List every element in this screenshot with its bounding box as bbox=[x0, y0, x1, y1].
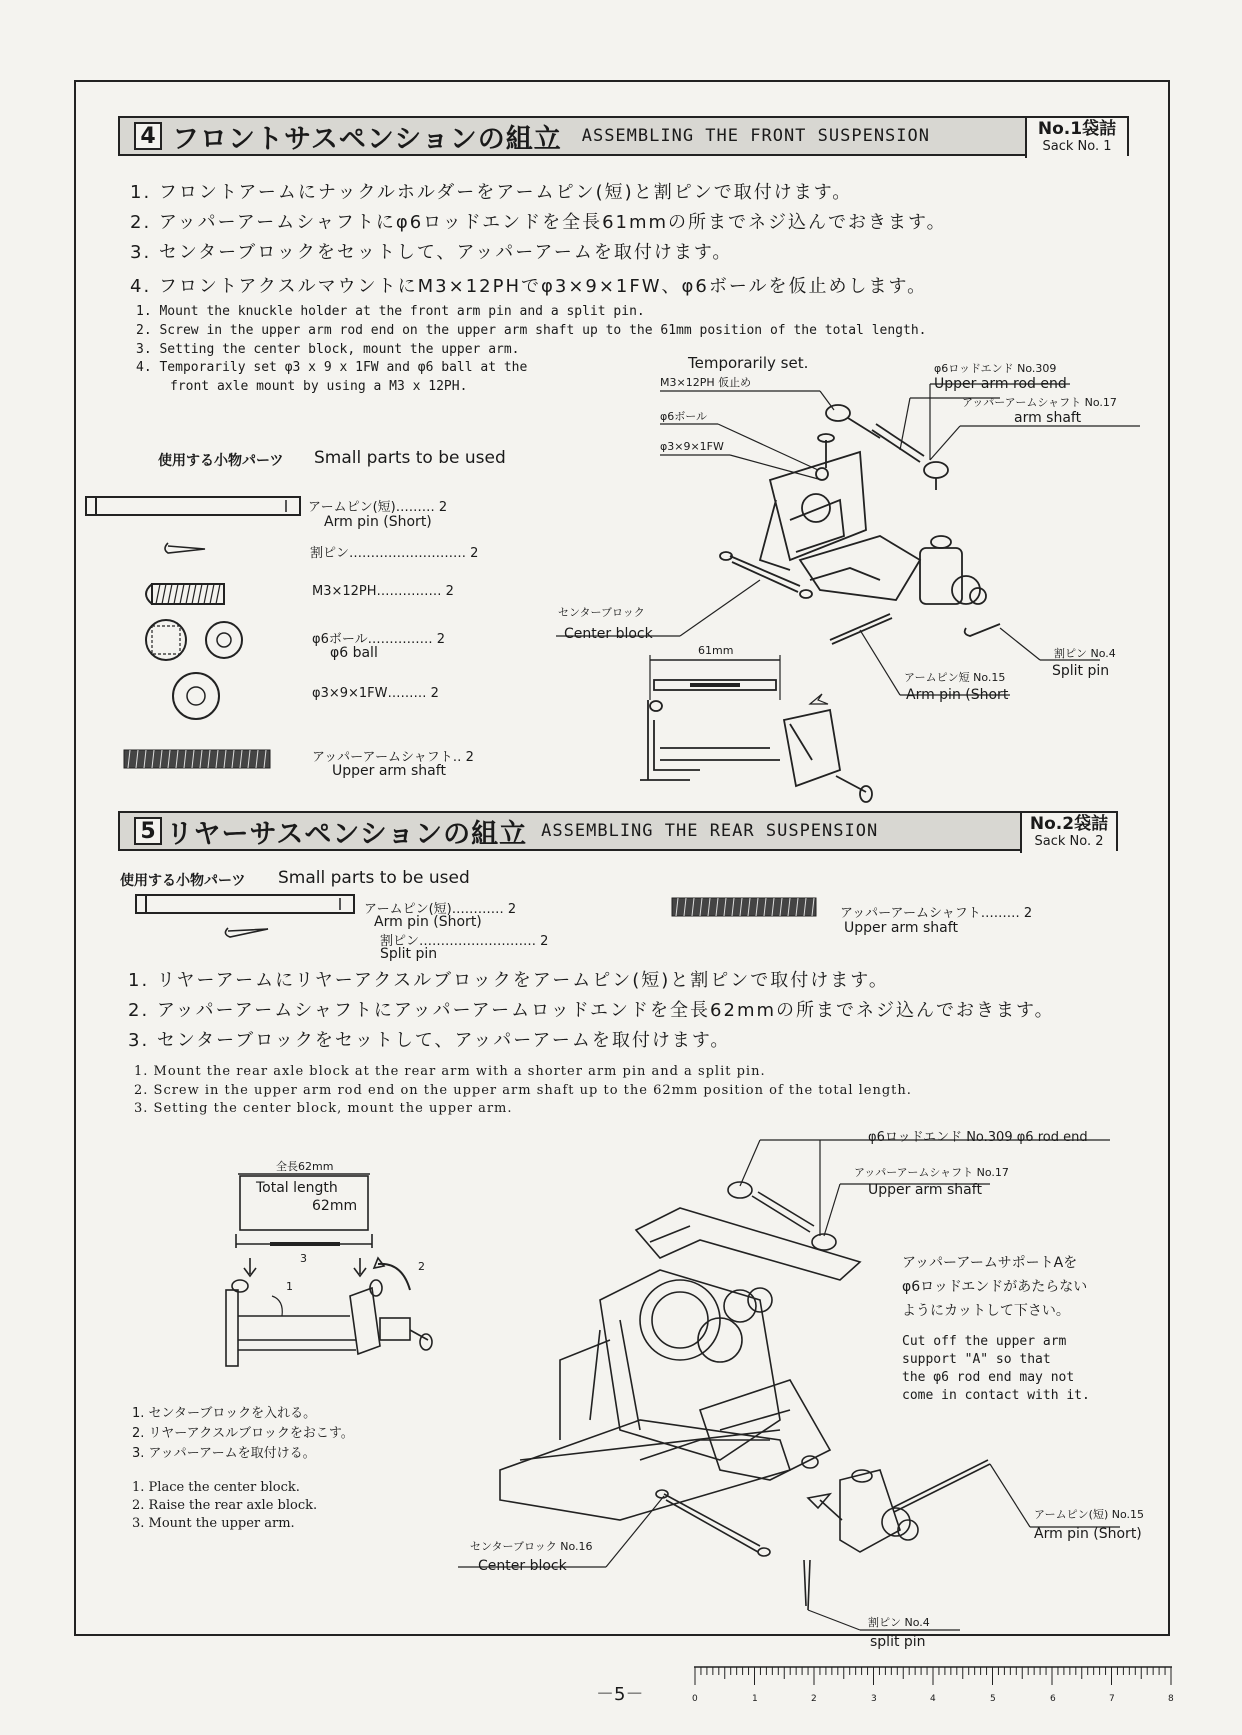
ruler-label-7: 7 bbox=[1109, 1694, 1115, 1704]
front-label-m3: M3×12PH 仮止め bbox=[660, 376, 752, 389]
front-label-ball: φ6ボール bbox=[660, 410, 708, 423]
rear-label-split-en: split pin bbox=[870, 1634, 926, 1650]
front-step-en-4: 4. Temporarily set φ3 x 9 x 1FW and φ6 ball at the bbox=[136, 360, 528, 375]
ruler-label-5: 5 bbox=[990, 1694, 996, 1704]
rear-sub-step-jp-3: 3. アッパーアームを取付ける。 bbox=[132, 1446, 316, 1461]
rear-step-jp-3: 3. センターブロックをセットして、アッパーアームを取付けます。 bbox=[128, 1030, 731, 1051]
front-label-rod-end-en: Upper arm rod end bbox=[934, 376, 1067, 392]
ruler-label-1: 1 bbox=[752, 1694, 758, 1704]
rear-note-jp-3: ようにカットして下さい。 bbox=[902, 1303, 1070, 1319]
front-part-6-en: Upper arm shaft bbox=[332, 763, 446, 779]
rear-label-armpin-jp: アームピン(短) No.15 bbox=[1034, 1508, 1145, 1521]
front-label-center-jp: センターブロック bbox=[558, 606, 645, 619]
rear-parts-heading-en: Small parts to be used bbox=[278, 868, 470, 888]
front-sack-jp: No.1袋詰 bbox=[1037, 119, 1117, 139]
rear-length-en-2: 62mm bbox=[312, 1198, 358, 1214]
rear-step-jp-2: 2. アッパーアームシャフトにアッパーアームロッドエンドを全長62mmの所までネジ込んでおきます。 bbox=[128, 1000, 1055, 1021]
rear-step-en-2: 2. Screw in the upper arm rod end on the upper arm shaft up to the 62mm position of the total length. bbox=[134, 1083, 912, 1098]
rear-note-en-4: come in contact with it. bbox=[902, 1388, 1090, 1403]
ruler-label-8: 8 bbox=[1168, 1694, 1174, 1704]
front-part-6-jp: アッパーアームシャフト‥ 2 bbox=[312, 750, 474, 765]
front-label-rod-end-jp: φ6ロッドエンド No.309 bbox=[934, 362, 1057, 375]
rear-title-jp: リヤーサスペンションの組立 bbox=[166, 818, 528, 850]
front-label-armpin-jp: アームピン短 No.15 bbox=[904, 671, 1006, 684]
rear-sub-step-en-3: 3. Mount the upper arm. bbox=[132, 1516, 295, 1531]
front-label-shaft-jp: アッパーアームシャフト No.17 bbox=[962, 396, 1117, 409]
rear-part-3-en: Upper arm shaft bbox=[844, 920, 958, 936]
rear-sub-step-jp-2: 2. リヤーアクスルブロックをおこす。 bbox=[132, 1426, 354, 1441]
front-step-en-2: 2. Screw in the upper arm rod end on the upper arm shaft up to the 61mm position of the total length. bbox=[136, 323, 927, 338]
rear-sack-jp: No.2袋詰 bbox=[1029, 814, 1109, 834]
front-label-washer: φ3×9×1FW bbox=[660, 440, 724, 453]
rear-note-jp-1: アッパーアームサポートAを bbox=[902, 1255, 1078, 1271]
rear-label-armpin-en: Arm pin (Short) bbox=[1034, 1526, 1142, 1542]
front-step-en-3: 3. Setting the center block, mount the upper arm. bbox=[136, 342, 520, 357]
front-step-jp-4: 4. フロントアクスルマウントにM3×12PHでφ3×9×1FW、φ6ボールを仮止めします。 bbox=[130, 276, 928, 297]
rear-sack-en: Sack No. 2 bbox=[1034, 834, 1104, 849]
rear-note-en-3: the φ6 rod end may not bbox=[902, 1370, 1075, 1385]
front-part-4-en: φ6 ball bbox=[330, 645, 378, 661]
rear-title-en: ASSEMBLING THE REAR SUSPENSION bbox=[541, 821, 879, 841]
rear-length-step-1: 1 bbox=[286, 1280, 293, 1293]
rear-part-2-en: Split pin bbox=[380, 946, 438, 962]
rear-label-rod-end: φ6ロッドエンド No.309 φ6 rod end bbox=[868, 1130, 1088, 1145]
front-part-2-jp: 割ピン……………………… 2 bbox=[310, 546, 479, 561]
front-part-3-jp: M3×12PH…………… 2 bbox=[312, 584, 454, 599]
rear-step-jp-1: 1. リヤーアームにリヤーアクスルブロックをアームピン(短)と割ピンで取付けます。 bbox=[128, 970, 889, 991]
rear-note-en-2: support "A" so that bbox=[902, 1352, 1051, 1367]
rear-label-center-jp: センターブロック No.16 bbox=[470, 1540, 593, 1553]
rear-note-jp-2: φ6ロッドエンドがあたらない bbox=[902, 1279, 1088, 1295]
front-label-armpin-en: Arm pin (Short bbox=[906, 687, 1009, 703]
rear-length-jp: 全長62mm bbox=[276, 1160, 334, 1173]
rear-sub-step-en-1: 1. Place the center block. bbox=[132, 1480, 300, 1495]
rear-sub-step-en-2: 2. Raise the rear axle block. bbox=[132, 1498, 318, 1513]
rear-parts-heading-jp: 使用する小物パーツ bbox=[120, 873, 246, 889]
front-title-en: ASSEMBLING THE FRONT SUSPENSION bbox=[581, 126, 930, 146]
front-label-split-en: Split pin bbox=[1052, 663, 1110, 679]
ruler-label-6: 6 bbox=[1050, 1694, 1056, 1704]
front-label-temporarily: Temporarily set. bbox=[688, 354, 809, 372]
front-label-center-en: Center block bbox=[564, 626, 653, 642]
rear-part-3-jp: アッパーアームシャフト……… 2 bbox=[840, 906, 1033, 921]
front-label-shaft-en: arm shaft bbox=[1014, 410, 1082, 426]
page-number: －5－ bbox=[596, 1684, 644, 1705]
rear-length-step-3: 3 bbox=[300, 1252, 307, 1265]
rear-label-center-en: Center block bbox=[478, 1558, 567, 1574]
front-step-jp-2: 2. アッパーアームシャフトにφ6ロッドエンドを全長61mmの所までネジ込んでおきます。 bbox=[130, 212, 947, 233]
rear-step-en-3: 3. Setting the center block, mount the upper arm. bbox=[134, 1101, 513, 1116]
front-step-en-1: 1. Mount the knuckle holder at the front arm pin and a split pin. bbox=[136, 304, 645, 319]
ruler-label-3: 3 bbox=[871, 1694, 877, 1704]
ruler-label-0: 0 bbox=[692, 1694, 698, 1704]
front-label-split-jp: 割ピン No.4 bbox=[1054, 647, 1116, 660]
rear-part-2-jp: 割ピン……………………… 2 bbox=[380, 934, 549, 949]
front-part-4-jp: φ6ボール…………… 2 bbox=[312, 632, 445, 647]
rear-length-step-2: 2 bbox=[418, 1260, 425, 1273]
rear-note-en-1: Cut off the upper arm bbox=[902, 1334, 1067, 1349]
rear-sub-step-jp-1: 1. センターブロックを入れる。 bbox=[132, 1406, 317, 1421]
rear-label-shaft-en: Upper arm shaft bbox=[868, 1182, 982, 1198]
front-parts-heading-jp: 使用する小物パーツ bbox=[158, 453, 284, 469]
rear-length-en-1: Total length bbox=[256, 1180, 338, 1196]
front-part-1-jp: アームピン(短)……… 2 bbox=[308, 500, 448, 515]
front-section-number: 4 bbox=[134, 122, 162, 150]
rear-label-split-jp: 割ピン No.4 bbox=[868, 1616, 930, 1629]
rear-part-1-jp: アームピン(短)………… 2 bbox=[364, 902, 517, 917]
front-sack-en: Sack No. 1 bbox=[1042, 139, 1112, 154]
front-parts-heading-en: Small parts to be used bbox=[314, 448, 506, 468]
front-title-jp: フロントサスペンションの組立 bbox=[172, 123, 562, 155]
rear-section-number: 5 bbox=[134, 817, 162, 845]
front-step-en-5: front axle mount by using a M3 x 12PH. bbox=[170, 379, 468, 394]
front-step-jp-1: 1. フロントアームにナックルホルダーをアームピン(短)と割ピンで取付けます。 bbox=[130, 182, 853, 203]
front-label-length: 61mm bbox=[698, 644, 734, 657]
front-part-1-en: Arm pin (Short) bbox=[324, 514, 432, 530]
ruler-label-2: 2 bbox=[811, 1694, 817, 1704]
rear-part-1-en: Arm pin (Short) bbox=[374, 914, 482, 930]
front-step-jp-3: 3. センターブロックをセットして、アッパーアームを取付けます。 bbox=[130, 242, 733, 263]
rear-label-shaft-jp: アッパーアームシャフト No.17 bbox=[854, 1166, 1009, 1179]
ruler-label-4: 4 bbox=[930, 1694, 936, 1704]
front-part-5-jp: φ3×9×1FW……… 2 bbox=[312, 686, 439, 701]
rear-step-en-1: 1. Mount the rear axle block at the rear arm with a shorter arm pin and a split pin. bbox=[134, 1064, 766, 1079]
